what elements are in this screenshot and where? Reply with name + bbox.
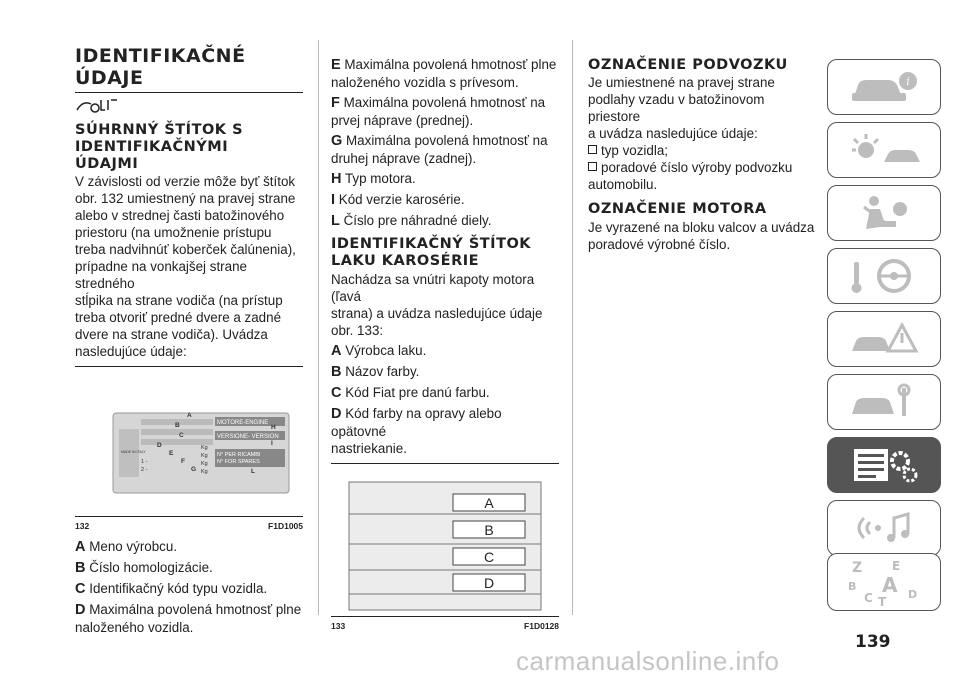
plate-letter-a: A xyxy=(187,412,192,419)
item-text: Maximálna povolená hmotnosť na xyxy=(343,95,546,110)
steering-wheel-key-icon xyxy=(844,256,924,296)
item-text: Výrobca laku. xyxy=(345,343,427,358)
plate-kg: Kg xyxy=(201,445,208,451)
item-text: naloženého vozidla. xyxy=(75,620,194,635)
list-item xyxy=(331,212,559,230)
plate-letter-b: B xyxy=(175,422,180,429)
tab-car-service[interactable] xyxy=(827,374,941,430)
item-list-3 xyxy=(331,342,559,457)
section-heading-2 xyxy=(331,236,559,270)
warning-car-icon xyxy=(844,319,924,359)
paint-box-a: A xyxy=(484,495,494,511)
specs-gear-icon xyxy=(844,443,924,487)
figure-number: 133 xyxy=(331,621,346,631)
engine-paragraph xyxy=(588,219,816,253)
plate-per-ricambi: N° PER RICAMBI xyxy=(217,452,261,458)
section-heading-chassis: OZNAČENIE PODVOZKU xyxy=(588,57,788,73)
car-symbol-icon xyxy=(75,96,303,120)
list-item xyxy=(75,580,303,598)
item-text: Maximálna povolená hmotnosť na xyxy=(346,133,548,148)
tab-steering-key[interactable] xyxy=(827,248,941,304)
section-heading-1-line3: ÚDAJMI xyxy=(75,156,139,172)
plate-row-2: 2 - xyxy=(141,467,148,473)
figure-code: F1D0128 xyxy=(524,621,559,631)
text-line: a uvádza nasledujúce údaje: xyxy=(588,126,758,141)
section-heading-1-line2: IDENTIFIKAČNÝMI xyxy=(75,139,229,155)
paint-box-c: C xyxy=(483,549,495,565)
column-divider xyxy=(318,40,319,615)
list-item xyxy=(331,94,559,129)
paint-box-b: B xyxy=(484,522,494,538)
text-line: treba otvoriť predné dvere a zadné xyxy=(75,310,282,325)
tab-specifications[interactable] xyxy=(827,437,941,493)
item-letter: F xyxy=(331,95,340,111)
item-letter: B xyxy=(331,364,342,380)
text-line: Nachádza sa vnútri kapoty motora (ľavá xyxy=(331,272,535,304)
tab-index[interactable] xyxy=(827,553,941,611)
item-text: Číslo homologizácie. xyxy=(89,560,213,575)
list-item xyxy=(331,342,559,360)
text-line: Je vyrazené na bloku valcov a uvádza xyxy=(588,220,815,235)
text-line: priestoru (na umožnenie prístupu xyxy=(75,225,272,240)
plate-letter-d: D xyxy=(157,442,162,449)
plate-kg: Kg xyxy=(201,469,208,475)
plate-letter-e: E xyxy=(169,450,174,457)
bullet-continuation: automobilu. xyxy=(588,177,658,192)
section-heading-2-line2: LAKU KAROSÉRIE xyxy=(331,253,480,269)
item-list-1 xyxy=(75,538,303,636)
page-title-line1: IDENTIFIKAČNÉ xyxy=(75,45,246,67)
section-heading-2-line1: IDENTIFIKAČNÝ ŠTÍTOK xyxy=(331,236,532,252)
column-1 xyxy=(75,45,303,636)
plate-row-1: 1 - xyxy=(141,459,148,465)
text-line: stĺpika na strane vodiča (na prístup xyxy=(75,293,283,308)
list-item xyxy=(331,405,559,457)
media-phone-icon xyxy=(844,508,924,548)
item-text: Maximálna povolená hmotnosť plne xyxy=(89,602,302,617)
item-letter: B xyxy=(75,560,86,576)
plate-motore-engine: MOTORE-ENGINE xyxy=(217,420,269,426)
tab-car-info[interactable] xyxy=(827,59,941,115)
figure-code: F1D1005 xyxy=(268,521,303,531)
item-text: Číslo pre náhradné diely. xyxy=(343,213,492,228)
list-item xyxy=(331,363,559,381)
item-letter: A xyxy=(75,539,86,555)
title-rule xyxy=(75,92,303,93)
id-plate-illustration xyxy=(75,369,303,509)
figure-number: 132 xyxy=(75,521,90,531)
text-line: obr. 132 umiestnený na pravej strane xyxy=(75,191,296,206)
car-info-icon xyxy=(844,67,924,107)
bullet-item xyxy=(588,159,816,176)
text-line: alebo v strednej časti batožinového xyxy=(75,208,285,223)
column-divider xyxy=(572,40,573,615)
intro-paragraph xyxy=(75,173,303,360)
index-letter: T xyxy=(878,595,887,608)
plate-made-in: MADE IN ITALY xyxy=(121,450,146,454)
item-letter: I xyxy=(331,192,336,208)
paint-box-d: D xyxy=(483,575,495,591)
item-text: naloženého vozidla s prívesom. xyxy=(331,75,519,90)
item-text: Kód verzie karosérie. xyxy=(338,192,465,207)
list-item xyxy=(331,56,559,91)
page-number: 139 xyxy=(855,632,891,652)
column-3 xyxy=(588,57,816,253)
list-item xyxy=(75,538,303,556)
list-item xyxy=(331,384,559,402)
section-heading-engine: OZNAČENIE MOTORA xyxy=(588,201,767,217)
section-heading-1-line1: SÚHRNNÝ ŠTÍTOK S xyxy=(75,122,244,138)
item-text: Kód Fiat pre danú farbu. xyxy=(345,385,490,400)
list-item xyxy=(75,559,303,577)
plate-letter-g: G xyxy=(191,466,197,473)
item-text: prvej nápravе (prednej). xyxy=(331,113,474,128)
item-letter: C xyxy=(75,581,86,597)
dashboard-lights-icon xyxy=(844,130,924,170)
item-text: nastriekanie. xyxy=(331,441,407,456)
bullet-square-icon xyxy=(588,145,597,154)
column-2 xyxy=(331,56,559,634)
list-item xyxy=(331,191,559,209)
figure-132 xyxy=(75,366,303,532)
plate-letter-c: C xyxy=(179,432,184,439)
index-letter: E xyxy=(892,559,901,573)
text-line: obr. 133: xyxy=(331,323,384,338)
list-item xyxy=(331,170,559,188)
paint-label-illustration xyxy=(331,466,559,616)
car-service-icon xyxy=(844,382,924,422)
bullet-item xyxy=(588,142,816,159)
bullet-text: typ vozidla; xyxy=(601,143,668,158)
svg-text:i: i xyxy=(906,75,910,88)
paint-paragraph xyxy=(331,271,559,339)
tab-airbag-seat[interactable] xyxy=(827,185,941,241)
item-text: druhej nápravе (zadnej). xyxy=(331,151,477,166)
index-letter: D xyxy=(908,588,918,601)
figure-rule xyxy=(75,516,303,517)
text-line: podlahy vzadu v batožinovom priestore xyxy=(588,92,765,124)
item-letter: H xyxy=(331,171,342,187)
item-letter: L xyxy=(331,213,340,229)
plate-letter-h: H xyxy=(271,424,276,431)
tab-dashboard-lights[interactable] xyxy=(827,122,941,178)
page-title-line2: ÚDAJE xyxy=(75,67,144,89)
tab-warning-car[interactable] xyxy=(827,311,941,367)
bullet-list xyxy=(588,142,816,193)
item-letter: D xyxy=(331,406,342,422)
watermark: carmanualsonline.info xyxy=(516,646,780,676)
text-line: Je umiestnené na pravej strane xyxy=(588,75,775,90)
figure-rule xyxy=(331,616,559,617)
item-letter: A xyxy=(331,343,342,359)
item-text: Kód farby na opravy alebo opätovné xyxy=(331,406,502,439)
bullet-text: poradové číslo výroby podvozku xyxy=(601,160,793,175)
item-text: Názov farby. xyxy=(345,364,420,379)
airbag-seat-icon xyxy=(844,193,924,233)
index-letter: A xyxy=(882,573,898,597)
index-letter: Z xyxy=(852,560,863,576)
item-list-2 xyxy=(331,56,559,230)
item-text: Typ motora. xyxy=(344,171,416,186)
plate-letter-i: I xyxy=(271,440,273,447)
item-letter: C xyxy=(331,385,342,401)
text-line: treba nadvihnúť koberček čalúnenia), xyxy=(75,242,296,257)
item-letter: E xyxy=(331,57,341,73)
plate-letter-l: L xyxy=(251,468,255,475)
plate-kg: Kg xyxy=(201,453,208,459)
item-text: Maximálna povolená hmotnosť plne xyxy=(344,57,557,72)
plate-versione: VERSIONE- VERSION xyxy=(217,434,279,440)
bullet-square-icon xyxy=(588,162,597,171)
tab-media-phone[interactable] xyxy=(827,500,941,556)
figure-133 xyxy=(331,463,559,634)
text-line: V závislosti od verzie môže byť štítok xyxy=(75,174,296,189)
item-text: Identifikačný kód typu vozidla. xyxy=(89,581,268,596)
chassis-paragraph xyxy=(588,74,816,142)
list-item xyxy=(75,601,303,636)
text-line: strana) a uvádza nasledujúce údaje xyxy=(331,306,543,321)
item-letter: D xyxy=(75,602,86,618)
plate-for-spares: N° FOR SPARES xyxy=(217,459,260,465)
text-line: nasledujúce údaje: xyxy=(75,344,187,359)
plate-letter-f: F xyxy=(181,458,185,465)
section-heading-1 xyxy=(75,122,303,173)
index-letter: B xyxy=(848,580,857,593)
text-line: poradové výrobné číslo. xyxy=(588,237,731,252)
text-line: prípadne na vonkajšej strane stredného xyxy=(75,259,247,291)
index-letter: C xyxy=(864,591,873,605)
index-letters-icon xyxy=(842,556,926,608)
list-item xyxy=(331,132,559,167)
plate-kg: Kg xyxy=(201,461,208,467)
text-line: dvere na strane vodiča). Uvádza xyxy=(75,327,268,342)
item-letter: G xyxy=(331,133,343,149)
item-text: Meno výrobcu. xyxy=(89,539,178,554)
